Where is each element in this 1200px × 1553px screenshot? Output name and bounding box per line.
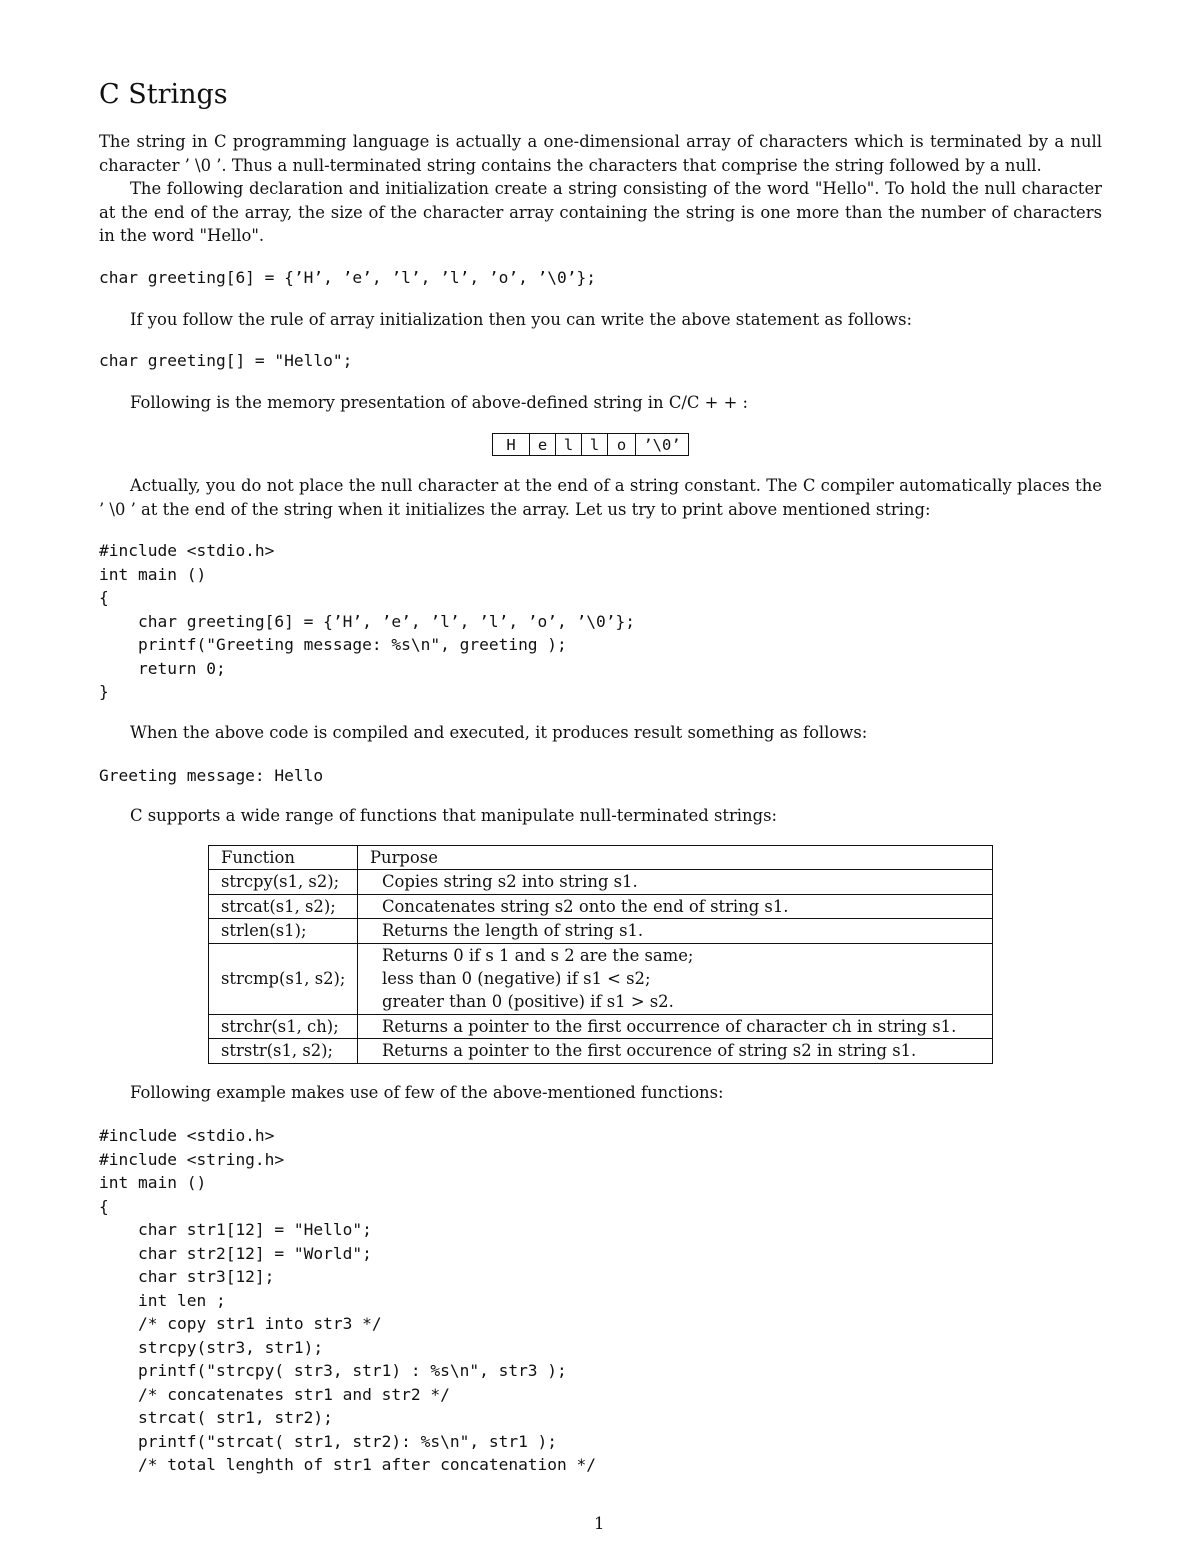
memory-row (493, 434, 689, 456)
purpose-line: less than 0 (negative) if s1 < s2; (382, 969, 651, 989)
paragraph-example: Following example makes use of few of the above-mentioned functions: (130, 1083, 724, 1102)
code-line: int main () (99, 564, 207, 584)
paragraph-compiled: When the above code is compiled and executed, it produces result something as follows: (130, 723, 868, 742)
code-line: char str3[12]; (99, 1267, 275, 1286)
memory-cell: l (556, 434, 582, 456)
code-line: return 0; (99, 658, 226, 678)
table-row (209, 870, 993, 894)
code-line: #include <stdio.h> (99, 541, 275, 560)
paragraph-memory: Following is the memory presentation of above-defined string in C/C + + : (130, 393, 749, 412)
memory-cell: H (493, 434, 530, 456)
code-line: #include <stdio.h> (99, 1126, 275, 1145)
table-row (209, 894, 993, 918)
purpose-cell: Copies string s2 into string s1. (358, 870, 993, 894)
code-line: #include <string.h> (99, 1149, 285, 1169)
purpose-line: greater than 0 (positive) if s1 > s2. (382, 992, 674, 1012)
column-header-function: Function (209, 846, 358, 870)
function-cell: strlen(s1); (209, 919, 358, 943)
page-title: C Strings (99, 79, 228, 110)
table-row (209, 1014, 993, 1038)
code-line: { (99, 588, 109, 607)
page-number: 1 (594, 1514, 605, 1533)
function-cell: strchr(s1, ch); (209, 1014, 358, 1038)
purpose-cell: Returns the length of string s1. (358, 919, 993, 943)
paragraph-rule: If you follow the rule of array initialization then you can write the above statement as follows: (130, 310, 913, 329)
code-block-greeting (99, 539, 635, 704)
code-block-string-functions (99, 1124, 596, 1477)
table-header-row (209, 846, 993, 870)
code-line: char str1[12] = "Hello"; (99, 1220, 372, 1239)
code-line: char greeting[6] = {’H’, ’e’, ’l’, ’l’, ’o’, ’\0’}; (99, 611, 636, 631)
function-cell: strcat(s1, s2); (209, 894, 358, 918)
code-line: printf("strcpy( str3, str1) : %s\n", str3 ); (99, 1361, 567, 1380)
paragraph-supports: C supports a wide range of functions that manipulate null-terminated strings: (130, 806, 778, 825)
column-header-purpose: Purpose (358, 846, 993, 870)
code-line: { (99, 1196, 109, 1216)
paragraph-intro: The string in C programming language is actually a one-dimensional array of characters which is terminated by a null character ’ \0 ’. Thus a null-terminated string contains the characters that comprise the string followed by a null. (99, 132, 1102, 175)
purpose-line: Returns 0 if s 1 and s 2 are the same; (382, 945, 694, 965)
memory-cell: o (608, 434, 636, 456)
string-functions-table (208, 845, 993, 1064)
purpose-cell: Returns a pointer to the first occurrence of character ch in string s1. (358, 1014, 993, 1038)
code-line: /* total lenghth of str1 after concatenation */ (99, 1455, 597, 1474)
purpose-cell: Returns a pointer to the first occurence of string s2 in string s1. (358, 1039, 993, 1063)
memory-diagram (492, 433, 689, 456)
function-cell: strcpy(s1, s2); (209, 870, 358, 894)
function-cell: strcmp(s1, s2); (209, 943, 358, 1014)
function-cell: strstr(s1, s2); (209, 1039, 358, 1063)
paragraph-declaration: The following declaration and initialization create a string consisting of the word "Hello". To hold the null character at the end of the array, the size of the character array containing the string is one more than the number of characters in the word "Hello". (99, 179, 1102, 246)
code-line: /* concatenates str1 and str2 */ (99, 1384, 450, 1404)
code-line: int len ; (99, 1290, 226, 1310)
code-declaration-array: char greeting[6] = {’H’, ’e’, ’l’, ’l’, ’o’, ’\0’}; (99, 268, 597, 287)
code-line: /* copy str1 into str3 */ (99, 1314, 382, 1333)
table-row (209, 943, 993, 1014)
memory-cell: ’\0’ (636, 434, 689, 456)
purpose-cell (358, 943, 993, 1014)
code-line: printf("strcat( str1, str2): %s\n", str1 ); (99, 1431, 558, 1451)
code-declaration-literal: char greeting[] = "Hello"; (99, 351, 353, 370)
paragraph-actually: Actually, you do not place the null character at the end of a string constant. The C compiler automatically places the ’ \0 ’ at the end of the string when it initializes the array. Let us try to print above mentioned string: (99, 476, 1102, 519)
code-line: strcat( str1, str2); (99, 1408, 333, 1427)
code-line: int main () (99, 1173, 207, 1192)
memory-cell: e (530, 434, 556, 456)
purpose-cell: Concatenates string s2 onto the end of string s1. (358, 894, 993, 918)
memory-cell: l (582, 434, 608, 456)
table-row (209, 1039, 993, 1063)
table-row (209, 919, 993, 943)
code-line: printf("Greeting message: %s\n", greeting ); (99, 635, 567, 654)
code-line: strcpy(str3, str1); (99, 1337, 324, 1357)
code-output: Greeting message: Hello (99, 766, 324, 785)
code-line: } (99, 682, 109, 701)
code-line: char str2[12] = "World"; (99, 1243, 372, 1263)
